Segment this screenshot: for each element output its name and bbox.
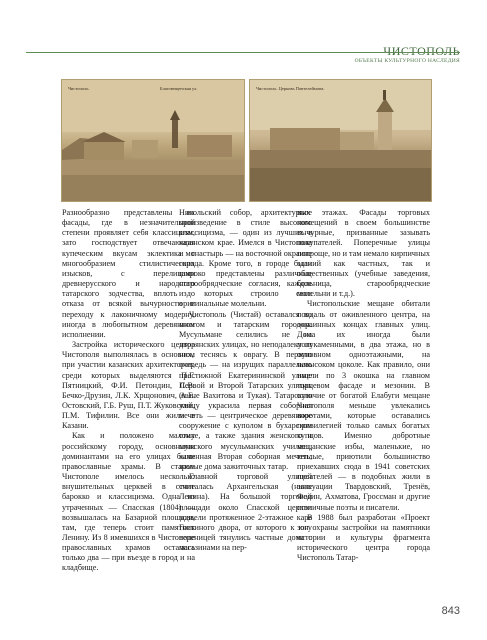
- photo-caption-church: Чистополь. Церковь Пантелеймона.: [256, 86, 325, 91]
- paragraph: Застройка исторического центра Чистополя выполнялась в основном при участии казанских архитекторов, среди которых выделяются П.Г. Пятницкий, Ф.И. Петондин, С.В. Бечко-Друзин, Л.К. Хрщонович, А.Е. Остовский, Г.Б. Руш, П.Т. Жуковский, П.М. Тифилин. Все они жили в Казани.: [62, 340, 195, 431]
- photo-caption-left: Чистополь.: [68, 86, 90, 91]
- church-photo-illustration: [250, 80, 431, 201]
- page-number: 843: [441, 605, 460, 617]
- page-header-subtitle: ОБЪЕКТЫ КУЛЬТУРНОГО НАСЛЕДИЯ: [354, 58, 460, 64]
- paragraph: В 1988 был разработан «Проект зон охраны застройки на памятники истории и культуры фрагмента исторического центра города Чистополь Татар-: [297, 512, 430, 563]
- text-column-3: [297, 208, 430, 563]
- paragraph: Как и положено малому российскому городу, основными доминантами на его улицах были православные храмы. В старом Чистополе имелось несколько внушительных церквей в стиле барокко и классицизма. Одна из утраченных — Спасская (1804) — возвышалась на Базарной площади, там, где теперь стоит памятник Ленину. Из 8 имевшихся в Чистополе православных храмов осталось только два — при въезде в город и на кладбище.: [62, 431, 195, 573]
- paragraph: Никольский собор, архитектурное произведение в стиле высокого классицизма, — один из лучших в казанском крае. Имелся в Чистополе и монастырь — на восточной окраине города. Кроме того, в городе были широко представлены различные старообрядческие согласия, каждое из которых строило свои оригинальные молельни.: [179, 208, 312, 309]
- photo-street-left: [61, 79, 245, 202]
- paragraph: вых этажах. Фасады торговых помещений в своем большинстве вычурные, призванные зазывать покупателей. Поперечные улицы попроще, но и там немало кирпичных зданий как частных, так и общественных (учебные заведения, больница, старообрядческие молельни и т.д.).: [297, 208, 430, 299]
- paragraph: Чистопольские мещане обитали поодаль от оживленного центра, на окраинных концах главных улиц. Дома их иногда были полукаменными, в два этажа, но в основном одноэтажными, на невысоком цоколе. Как правило, они имели по 3 окошка на главном торцевом фасаде и мезонин. В отличие от богатой Елабуги мещане Чистополя меньше увлекались воротами, которые оставались привилегией только самых богатых купцов. Именно добротные мещанские избы, маленькие, но теплые, приютили большинство приехавших сюда в 1941 советских писателей — в подобных жили в эвакуации Твардовский, Тренёв, Федин, Ахматова, Гроссман и другие столичные поэты и писатели.: [297, 299, 430, 512]
- text-column-2: [179, 208, 312, 553]
- photo-church-right: [249, 79, 432, 202]
- paragraph: Главной торговой улицей считалась Архангельская (ныне Ленина). На большой торговой площади около Спасской церкви возвели протяженное 2-этажное каре Гостиного двора, от которого к югу вереницей тянулись частные дома с магазинами на пер-: [179, 472, 312, 553]
- paragraph: Чистополь (Чистай) оставался во многом и татарским городом. Мусульмане селились не на дворянских улицах, но неподалеку от них, теснясь к оврагу. В первую очередь — на изрущих параллельно престижной Екатерининской улице Первой и Второй Татарских улицах (ныне Вахитова и Тукая). Татарскую улицу украсила первая соборная мечеть — центрическое деревянное сооружение с куполом в бухарском стиле, а также здания женского и мужского мусульманских училищ, каменная Вторая соборная мечеть, жилые дома зажиточных татар.: [179, 309, 312, 471]
- header-rule: [26, 52, 460, 53]
- photo-caption-right: Благовещенская ул.: [160, 86, 198, 91]
- page-header-title: ЧИСТОПОЛЬ: [383, 44, 460, 58]
- paragraph: Разнообразно представлены их фасады, где в незначительной степени проявляет себя классицизм, зато господствует отвечающая купеческим вкусам эклектика с многообразием стилистических изысков, с перелицами древнерусского и народного татарского зодчества, вплоть до отказа от всякой вычурности и переходу к лаконичному модерну, иногда в любопытном деревянном исполнении.: [62, 208, 195, 339]
- street-photo-illustration: [62, 80, 244, 201]
- text-column-1: [62, 208, 195, 574]
